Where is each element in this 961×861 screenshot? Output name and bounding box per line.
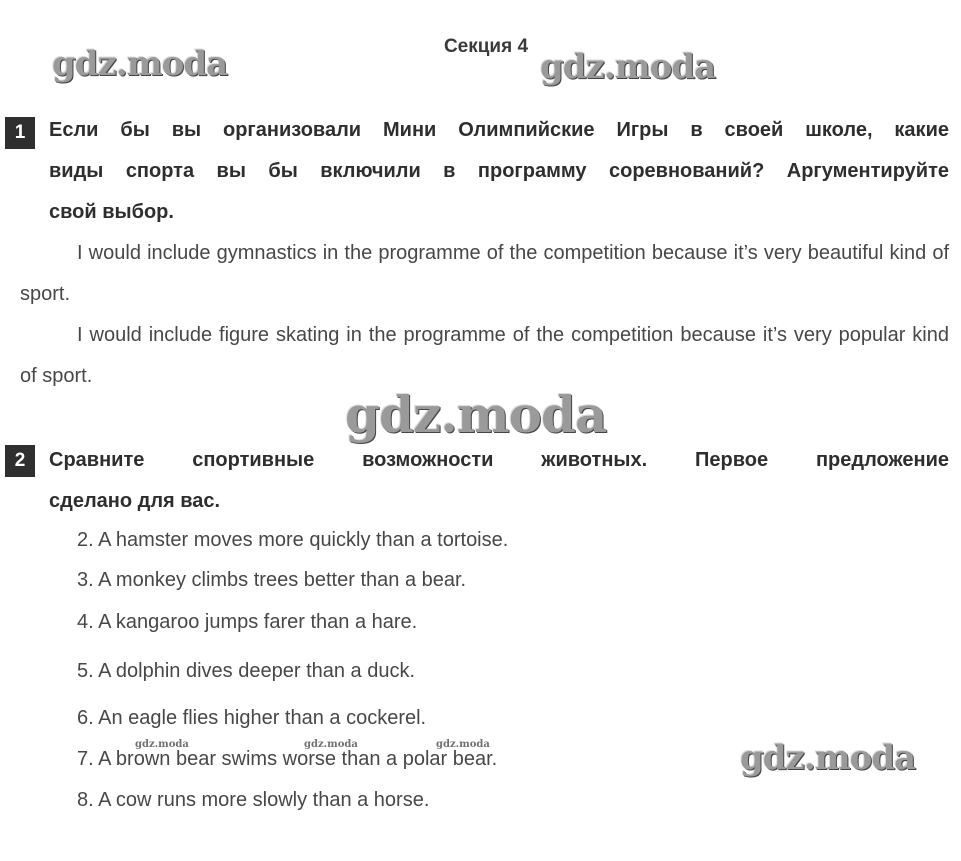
list-item: 2. A hamster moves more quickly than a tortoise.	[77, 529, 509, 551]
task1-answer-paragraph: I would include figure skating in the programme of the competition because it’s very popular kind of sport.	[20, 324, 949, 387]
watermark-small: gdz.moda	[304, 739, 358, 750]
list-item: 3. A monkey climbs trees better than a bear.	[77, 569, 467, 591]
task1-question-line: свой выбор.	[49, 201, 174, 223]
watermark-logo: gdz.moda	[540, 47, 716, 87]
task-number-badge: 1	[5, 117, 35, 149]
task2-question-line: Сравните спортивные возможности животных. Первое предложение	[49, 449, 949, 471]
list-item: 7. A brown bear swims worse than a polar bear.	[77, 748, 498, 770]
watermark-logo: gdz.moda	[345, 385, 607, 444]
task2-question-line: сделано для вас.	[49, 490, 221, 512]
watermark-logo: gdz.moda	[740, 738, 916, 778]
task1-question-line: Если бы вы организовали Мини Олимпийские Игры в своей школе, какие	[49, 119, 949, 141]
list-item: 4. A kangaroo jumps farer than a hare.	[77, 611, 418, 633]
watermark-small: gdz.moda	[135, 739, 189, 750]
task1-answer-paragraph: I would include gymnastics in the programme of the competition because it’s very beautiful kind of sport.	[20, 242, 949, 305]
list-item: 8. A cow runs more slowly than a horse.	[77, 789, 430, 811]
watermark-logo: gdz.moda	[52, 44, 228, 84]
watermark-small: gdz.moda	[436, 739, 490, 750]
list-item: 5. A dolphin dives deeper than a duck.	[77, 660, 416, 682]
task1-question-line: виды спорта вы бы включили в программу соревнований? Аргументируйте	[49, 160, 949, 182]
list-item: 6. An eagle flies higher than a cockerel.	[77, 707, 427, 729]
section-title: Секция 4	[443, 36, 529, 57]
task-number-badge: 2	[5, 445, 35, 477]
